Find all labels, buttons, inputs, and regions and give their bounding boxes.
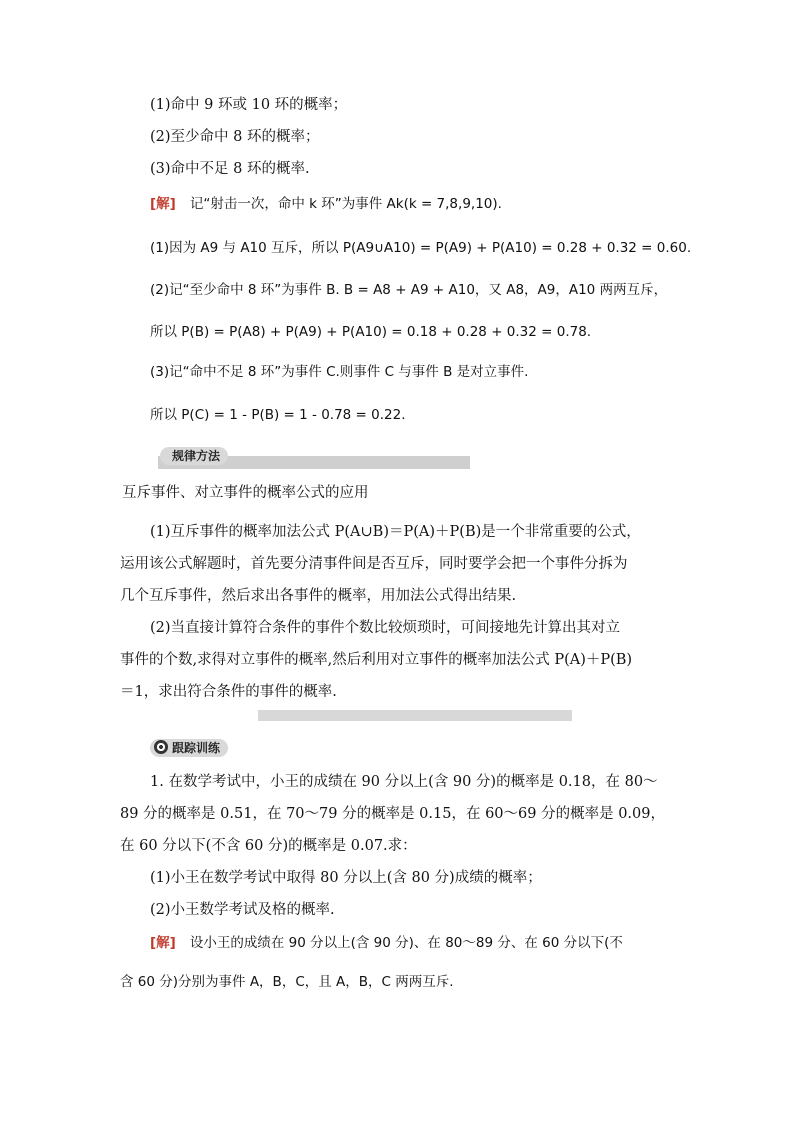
training-question-line-1: 1. 在数学考试中，小王的成绩在 90 分以上(含 90 分)的概率是 0.18，在 80～ xyxy=(150,774,658,790)
training-sub-2: (2)小王数学考试及格的概率. xyxy=(150,902,335,918)
solution-step-2b: 所以 P(B) = P(A8) + P(A9) + P(A10) = 0.18 + 0.28 + 0.32 = 0.78. xyxy=(150,324,592,340)
solution-step-2: (2)记“至少命中 8 环”为事件 B. B = A8 + A9 + A10，又 A8，A9，A10 两两互斥， xyxy=(150,282,668,298)
method-p2-line-1: (2)当直接计算符合条件的事件个数比较烦琐时，可间接地先计算出其对立 xyxy=(150,620,621,636)
method-p1-line-3: 几个互斥事件，然后求出各事件的概率，用加法公式得出结果. xyxy=(120,588,517,604)
solution-step-1: (1)因为 A9 与 A10 互斥，所以 P(A9∪A10) = P(A9) + P(A10) = 0.28 + 0.32 = 0.60. xyxy=(150,240,692,256)
method-tag: 规律方法 xyxy=(160,447,228,465)
section-divider xyxy=(258,710,572,721)
training-tag-label: 跟踪训练 xyxy=(172,741,221,755)
training-solution-line-1 xyxy=(150,933,623,953)
question-part-1: (1)命中 9 环或 10 环的概率； xyxy=(150,97,348,113)
training-solution-tag: [解] xyxy=(150,935,176,951)
training-question-line-2: 89 分的概率是 0.51，在 70～79 分的概率是 0.15，在 60～69 分的概率是 0.09， xyxy=(120,806,665,822)
method-p1-line-1: (1)互斥事件的概率加法公式 P(A∪B)＝P(A)＋P(B)是一个非常重要的公式， xyxy=(150,524,641,540)
solution-intro xyxy=(150,194,502,214)
solution-tag: [解] xyxy=(150,196,176,212)
method-p1-line-2: 运用该公式解题时，首先要分清事件间是否互斥，同时要学会把一个事件分拆为 xyxy=(120,556,628,572)
training-solution-text-1: 设小王的成绩在 90 分以上(含 90 分)、在 80～89 分、在 60 分以下(不 xyxy=(189,935,623,951)
solution-step-3b: 所以 P(C) = 1 - P(B) = 1 - 0.78 = 0.22. xyxy=(150,407,406,423)
method-p2-line-2: 事件的个数,求得对立事件的概率,然后利用对立事件的概率加法公式 P(A)＋P(B) xyxy=(120,652,633,668)
training-sub-1: (1)小王在数学考试中取得 80 分以上(含 80 分)成绩的概率； xyxy=(150,870,542,886)
target-icon xyxy=(154,740,168,754)
solution-step-3: (3)记“命中不足 8 环”为事件 C.则事件 C 与事件 B 是对立事件. xyxy=(150,364,529,380)
solution-intro-text: 记“射击一次，命中 k 环”为事件 Ak(k = 7,8,9,10). xyxy=(189,196,502,212)
method-title: 互斥事件、对立事件的概率公式的应用 xyxy=(122,485,369,501)
question-part-3: (3)命中不足 8 环的概率. xyxy=(150,161,310,177)
question-part-2: (2)至少命中 8 环的概率； xyxy=(150,129,320,145)
training-question-line-3: 在 60 分以下(不含 60 分)的概率是 0.07.求： xyxy=(120,838,417,854)
training-solution-line-2: 含 60 分)分别为事件 A，B，C，且 A，B，C 两两互斥. xyxy=(120,974,454,990)
method-p2-line-3: ＝1，求出符合条件的事件的概率. xyxy=(120,684,337,700)
training-tag xyxy=(150,739,228,757)
